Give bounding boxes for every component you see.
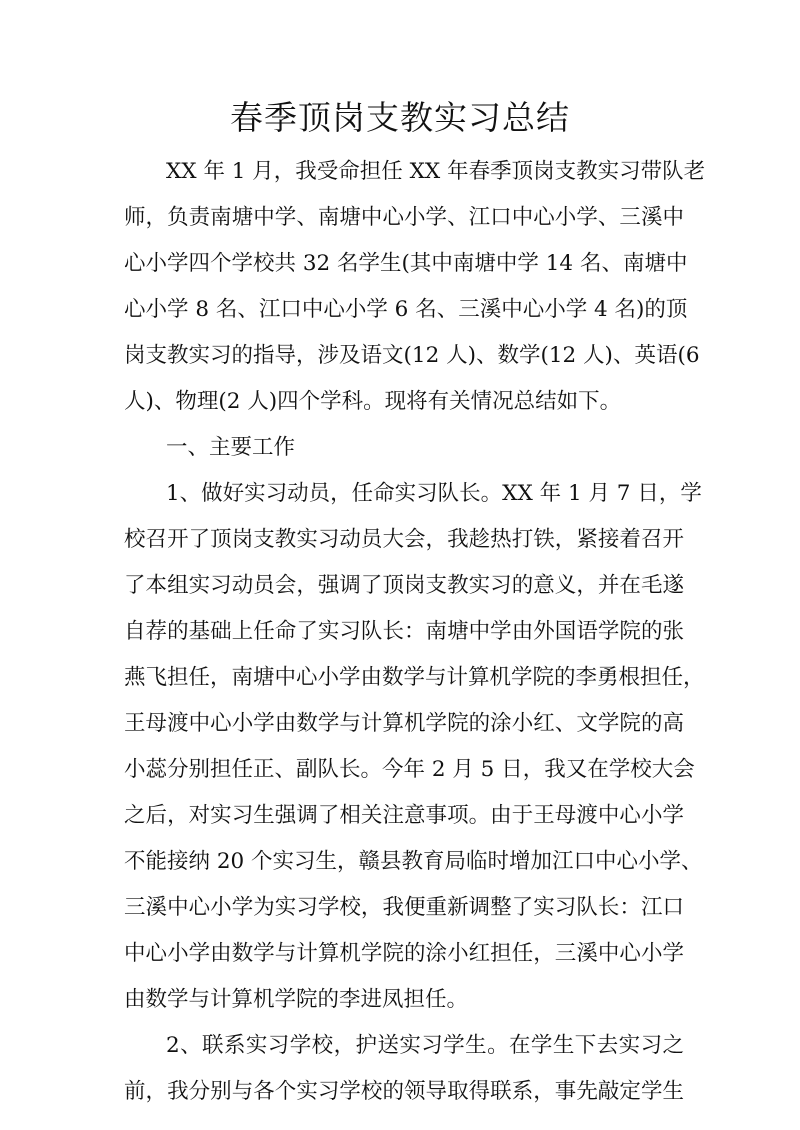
paragraph-line: 王母渡中心小学由数学与计算机学院的涂小红、文学院的高 [124, 711, 684, 736]
paragraph-line: 不能接纳 20 个实习生，赣县教育局临时增加江口中心小学、 [124, 849, 703, 874]
document-title: 春季顶岗支教实习总结 [230, 98, 570, 137]
paragraph-line: 2、联系实习学校，护送实习学生。在学生下去实习之 [166, 1033, 684, 1058]
paragraph-line: 心小学四个学校共 32 名学生(其中南塘中学 14 名、南塘中 [124, 251, 688, 276]
paragraph-line: XX 年 1 月，我受命担任 XX 年春季顶岗支教实习带队老 [166, 159, 706, 184]
paragraph-line: 由数学与计算机学院的李进凤担任。 [124, 987, 469, 1012]
paragraph-line: 心小学 8 名、江口中心小学 6 名、三溪中心小学 4 名)的顶 [124, 297, 688, 322]
paragraph-line: 了本组实习动员会，强调了顶岗支教实习的意义，并在毛遂 [124, 573, 684, 598]
paragraph-line: 1、做好实习动员，任命实习队长。XX 年 1 月 7 日，学 [166, 481, 702, 506]
paragraph-line: 师，负责南塘中学、南塘中心小学、江口中心小学、三溪中 [124, 205, 684, 230]
paragraph-line: 人)、物理(2 人)四个学科。现将有关情况总结如下。 [124, 389, 622, 414]
paragraph-line: 小蕊分别担任正、副队长。今年 2 月 5 日，我又在学校大会 [124, 757, 695, 782]
paragraph-line: 岗支教实习的指导，涉及语文(12 人)、数学(12 人)、英语(6 [124, 343, 700, 368]
paragraph-line: 三溪中心小学为实习学校，我便重新调整了实习队长：江口 [124, 895, 684, 920]
paragraph-line: 前，我分别与各个实习学校的领导取得联系，事先敲定学生 [124, 1079, 684, 1104]
paragraph-line: 之后，对实习生强调了相关注意事项。由于王母渡中心小学 [124, 803, 684, 828]
section-heading: 一、主要工作 [166, 435, 296, 460]
paragraph-line: 校召开了顶岗支教实习动员大会，我趁热打铁，紧接着召开 [124, 527, 684, 552]
paragraph-line: 燕飞担任，南塘中心小学由数学与计算机学院的李勇根担任， [124, 665, 705, 690]
paragraph-line: 中心小学由数学与计算机学院的涂小红担任，三溪中心小学 [124, 941, 684, 966]
paragraph-line: 自荐的基础上任命了实习队长：南塘中学由外国语学院的张 [124, 619, 684, 644]
